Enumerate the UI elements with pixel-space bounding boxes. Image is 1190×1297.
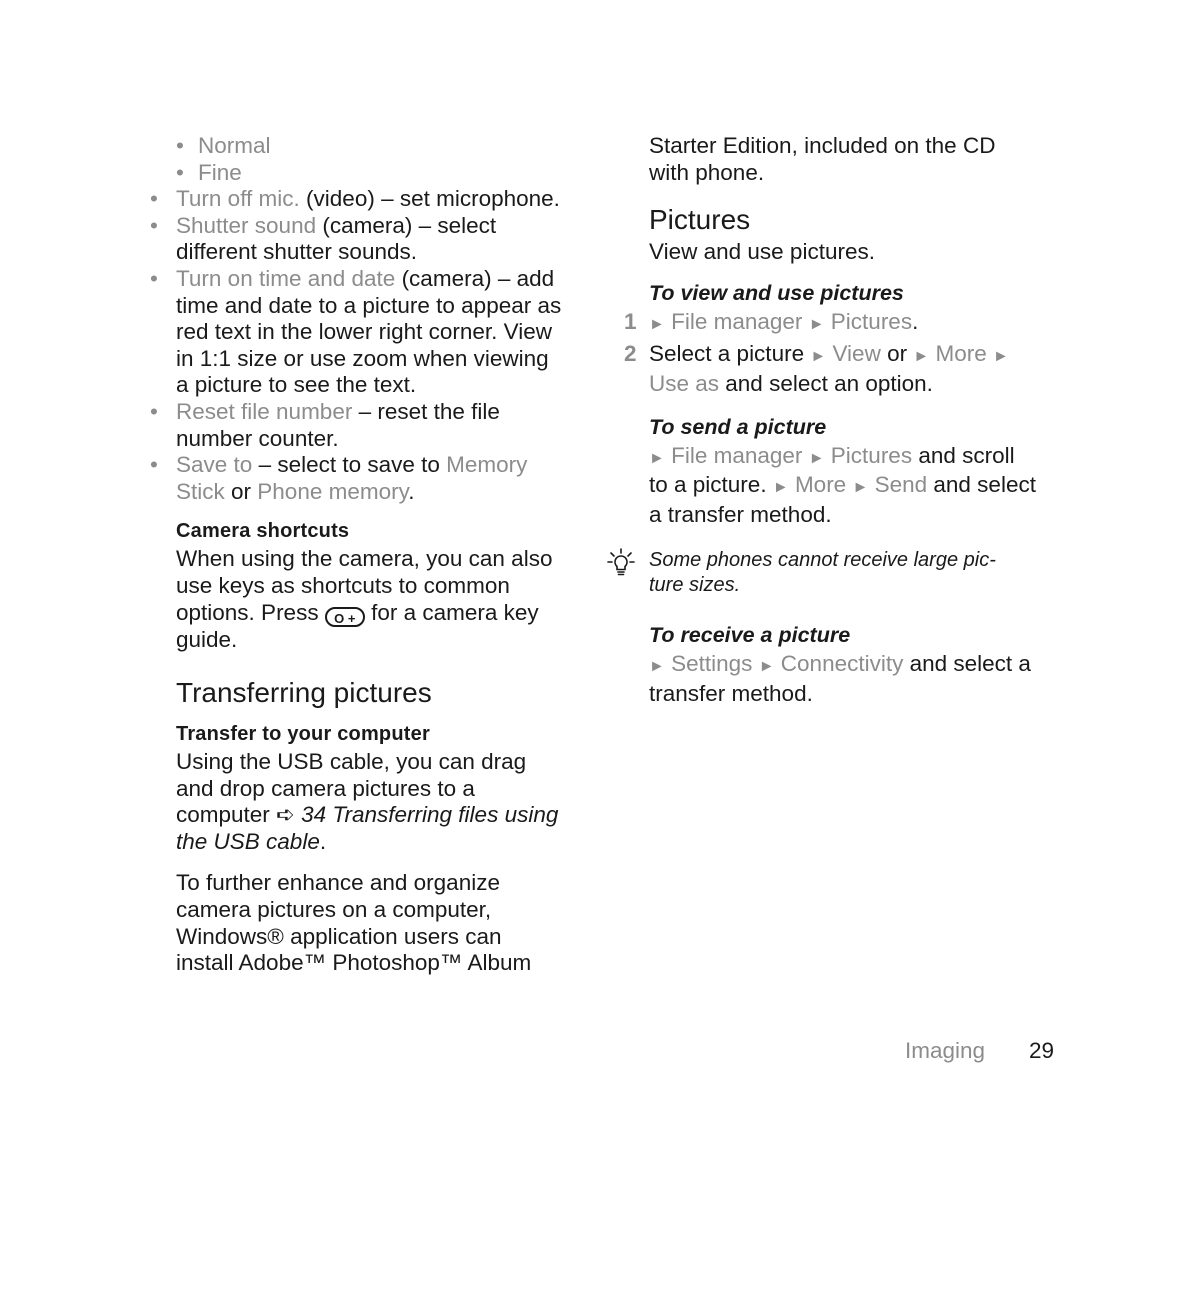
desc: . (912, 308, 919, 334)
menu-arrow-icon: ► (649, 658, 665, 676)
menu-term: Stick (176, 478, 225, 504)
text-line: Windows® application users can (176, 923, 502, 949)
bullet-time-date (176, 266, 590, 399)
menu-term: File manager (671, 308, 803, 334)
transfer-text (176, 749, 590, 855)
desc: (video) – set microphone. (299, 186, 560, 212)
menu-arrow-icon: ► (913, 348, 930, 366)
desc: or (224, 478, 258, 504)
menu-term: Send (874, 472, 928, 498)
transfer-to-computer-heading: Transfer to your computer (176, 723, 430, 746)
arrow-reference-icon: ➪ (276, 802, 295, 828)
text-line: Starter Edition, included on the CD (649, 133, 996, 158)
desc: (camera) – select (316, 212, 497, 238)
receive-picture-text (612, 651, 1062, 707)
menu-term: Turn on time and date (176, 265, 396, 291)
desc: or (880, 341, 914, 367)
desc: (camera) – add (395, 265, 555, 291)
desc: and scroll (912, 442, 1015, 468)
right-column (612, 133, 1062, 708)
desc: in 1:1 size or use zoom when viewing (176, 345, 549, 371)
page-reference: 34 Transferring files using (294, 802, 559, 828)
menu-arrow-icon: ► (758, 658, 775, 676)
step-1 (612, 309, 1062, 339)
receive-picture-heading: To receive a picture (649, 623, 851, 648)
menu-term: Phone memory (257, 478, 409, 504)
menu-term: More (935, 341, 987, 367)
menu-term: Turn off mic. (176, 186, 300, 212)
desc: different shutter sounds. (176, 239, 417, 265)
camera-key-icon: O + (325, 607, 365, 627)
text-line: When using the camera, you can also (176, 546, 553, 572)
menu-term: Reset file number (176, 398, 353, 424)
desc: and select an option. (719, 370, 933, 396)
desc: red text in the lower right corner. View (176, 319, 553, 345)
text-line: with phone. (649, 159, 765, 185)
menu-term: Settings (671, 651, 753, 677)
menu-term: Connectivity (780, 651, 904, 677)
transferring-pictures-heading: Transferring pictures (176, 677, 432, 709)
desc: – select to save to (252, 452, 447, 478)
menu-term: File manager (671, 442, 803, 468)
footer-section-label: Imaging (905, 1038, 986, 1063)
menu-term: View (832, 341, 881, 367)
menu-term: Memory (446, 452, 528, 478)
desc: transfer method. (649, 680, 813, 706)
pictures-intro: View and use pictures. (649, 239, 875, 265)
bullet-fine-text: Fine (198, 159, 242, 185)
text-line: To further enhance and organize (176, 870, 500, 896)
desc: Select a picture (649, 341, 811, 367)
text-line: Using the USB cable, you can drag (176, 749, 527, 775)
text-line: camera pictures on a computer, (176, 897, 492, 923)
text-line: for a camera key (364, 599, 539, 625)
menu-arrow-icon: ► (649, 315, 665, 333)
bullet-shutter-sound (176, 213, 590, 266)
step-number: 1 (624, 308, 637, 334)
desc: a transfer method. (649, 501, 832, 527)
send-picture-heading: To send a picture (649, 414, 827, 439)
page-number: 29 (1029, 1038, 1055, 1063)
bullet-fine (198, 160, 590, 187)
lightbulb-tip-icon (606, 547, 636, 579)
bullet-turn-off-mic (176, 186, 590, 213)
menu-arrow-icon: ► (808, 315, 825, 333)
desc: to a picture. (649, 472, 773, 498)
desc: and select a (903, 651, 1031, 677)
left-column (150, 133, 590, 977)
bullet-normal-text: Normal (198, 133, 271, 158)
desc: – reset the file (352, 398, 500, 424)
bullet-reset-file-number (176, 399, 590, 452)
desc: . (408, 478, 415, 504)
text-line: . (319, 828, 327, 854)
menu-arrow-icon: ► (852, 479, 869, 497)
desc: number counter. (176, 425, 339, 451)
menu-term: More (794, 472, 847, 498)
menu-term: Save to (176, 452, 253, 478)
text-line: use keys as shortcuts to common (176, 572, 510, 598)
menu-term: Pictures (830, 442, 913, 468)
text-line: install Adobe™ Photoshop™ Album (176, 950, 532, 976)
desc: and select (927, 472, 1036, 498)
text-line: computer (176, 802, 277, 828)
menu-term: Use as (649, 370, 720, 396)
text-line: guide. (176, 626, 238, 652)
menu-arrow-icon: ► (992, 348, 1009, 366)
view-pictures-heading: To view and use pictures (649, 280, 904, 305)
enhance-text (176, 870, 590, 976)
desc: a picture to see the text. (176, 372, 417, 398)
desc: time and date to a picture to appear as (176, 292, 562, 318)
menu-arrow-icon: ► (772, 479, 789, 497)
send-picture-text (612, 443, 1062, 529)
menu-term: Pictures (830, 308, 913, 334)
camera-shortcuts-heading: Camera shortcuts (176, 520, 350, 543)
text-line: and drop camera pictures to a (176, 775, 475, 801)
starter-text (612, 133, 1062, 186)
menu-arrow-icon: ► (810, 348, 827, 366)
menu-arrow-icon: ► (649, 449, 665, 467)
pictures-heading: Pictures (649, 204, 751, 236)
text-line: options. Press (176, 599, 325, 625)
page-reference: the USB cable (176, 828, 320, 854)
tip-note (612, 548, 1062, 598)
note-text: ture sizes. (649, 574, 741, 597)
step-number: 2 (624, 341, 637, 367)
bullet-save-to (176, 452, 590, 505)
camera-shortcuts-text (176, 546, 590, 653)
menu-term: Shutter sound (176, 212, 317, 238)
menu-arrow-icon: ► (808, 449, 825, 467)
step-2 (612, 341, 1062, 397)
bullet-normal (198, 133, 590, 160)
note-text: Some phones cannot receive large pic- (649, 549, 996, 572)
